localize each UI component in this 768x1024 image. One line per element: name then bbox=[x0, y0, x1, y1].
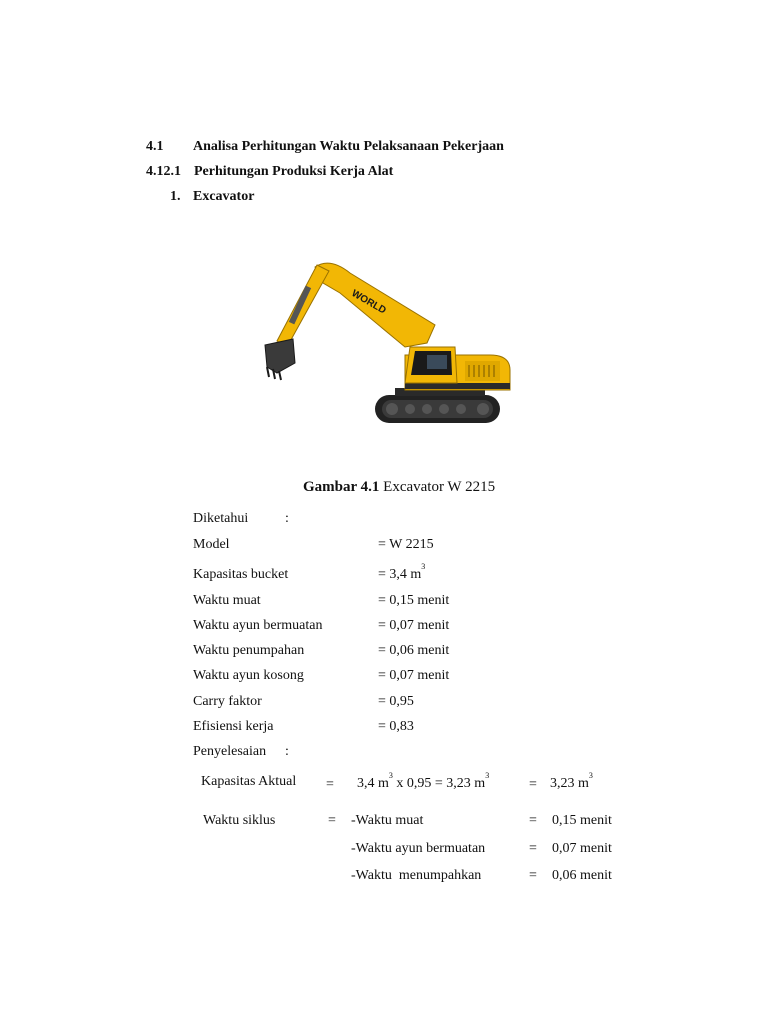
given-value-penumpahan: = 0,06 menit bbox=[378, 643, 450, 658]
given-value-efisiensi: = 0,83 bbox=[378, 719, 414, 734]
solution-label: Penyelesaian bbox=[193, 744, 267, 759]
siklus-item-equals: = bbox=[529, 841, 537, 856]
given-value-bucket bbox=[378, 562, 426, 583]
siklus-item-value: 0,07 menit bbox=[552, 841, 612, 856]
given-label-muat: Waktu muat bbox=[193, 593, 261, 608]
given-label-ayun-kosong: Waktu ayun kosong bbox=[193, 668, 304, 683]
list-item-number: 1. bbox=[170, 189, 181, 204]
given-label-penumpahan: Waktu penumpahan bbox=[193, 643, 305, 658]
kapasitas-result-sup: 3 bbox=[588, 771, 593, 780]
given-value-model: = W 2215 bbox=[378, 537, 434, 552]
given-value-muat: = 0,15 menit bbox=[378, 593, 450, 608]
kapasitas-aktual-label: Kapasitas Aktual bbox=[201, 774, 297, 789]
given-label-ayun-bermuatan: Waktu ayun bermuatan bbox=[193, 618, 323, 633]
waktu-siklus-label: Waktu siklus bbox=[203, 813, 276, 828]
kapasitas-equals-2: = bbox=[529, 777, 537, 792]
kapasitas-sup-a: 3 bbox=[388, 771, 393, 780]
kapasitas-sup-b: 3 bbox=[485, 771, 490, 780]
heading-4-1-number: 4.1 bbox=[146, 139, 164, 154]
siklus-item-value: 0,15 menit bbox=[552, 813, 612, 828]
heading-4-12-1-number: 4.12.1 bbox=[146, 164, 181, 179]
given-value-carry-faktor: = 0,95 bbox=[378, 694, 414, 709]
siklus-item-equals: = bbox=[529, 868, 537, 883]
kapasitas-expr-a: 3,4 m bbox=[357, 776, 389, 791]
given-colon: : bbox=[285, 511, 289, 526]
given-value-ayun-kosong: = 0,07 menit bbox=[378, 668, 450, 683]
siklus-item-name: -Waktu muat bbox=[351, 813, 424, 828]
excavator-heading: Excavator bbox=[193, 189, 255, 204]
figure-caption-label: Gambar 4.1 bbox=[303, 479, 380, 495]
given-label-model: Model bbox=[193, 537, 230, 552]
kapasitas-result-text: 3,23 m bbox=[550, 776, 589, 791]
bucket-value-text: = 3,4 m bbox=[378, 567, 422, 582]
given-value-ayun-bermuatan: = 0,07 menit bbox=[378, 618, 450, 633]
excavator-image bbox=[255, 255, 515, 430]
given-label-bucket: Kapasitas bucket bbox=[193, 567, 289, 582]
siklus-item-name: -Waktu ayun bermuatan bbox=[351, 841, 486, 856]
given-label: Diketahui bbox=[193, 511, 249, 526]
brand-logo: WORLD bbox=[349, 288, 388, 317]
siklus-item-name: -Waktu menumpahkan bbox=[351, 868, 482, 883]
siklus-item-value: 0,06 menit bbox=[552, 868, 612, 883]
kapasitas-expr-b: x 0,95 = 3,23 m bbox=[392, 776, 486, 791]
kapasitas-result bbox=[550, 771, 593, 792]
bucket-unit-superscript: 3 bbox=[421, 562, 426, 571]
kapasitas-equals-1: = bbox=[326, 777, 334, 792]
heading-4-1-title: Analisa Perhitungan Waktu Pelaksanaan Pekerjaan bbox=[193, 139, 504, 154]
kapasitas-expression bbox=[357, 771, 490, 792]
given-label-carry-faktor: Carry faktor bbox=[193, 694, 262, 709]
heading-4-12-1-title: Perhitungan Produksi Kerja Alat bbox=[194, 164, 394, 179]
siklus-item-equals: = bbox=[529, 813, 537, 828]
given-label-efisiensi: Efisiensi kerja bbox=[193, 719, 274, 734]
figure-caption bbox=[303, 479, 495, 496]
figure-caption-text: Excavator W 2215 bbox=[383, 479, 496, 495]
waktu-siklus-equals: = bbox=[328, 813, 336, 828]
solution-colon: : bbox=[285, 744, 289, 759]
